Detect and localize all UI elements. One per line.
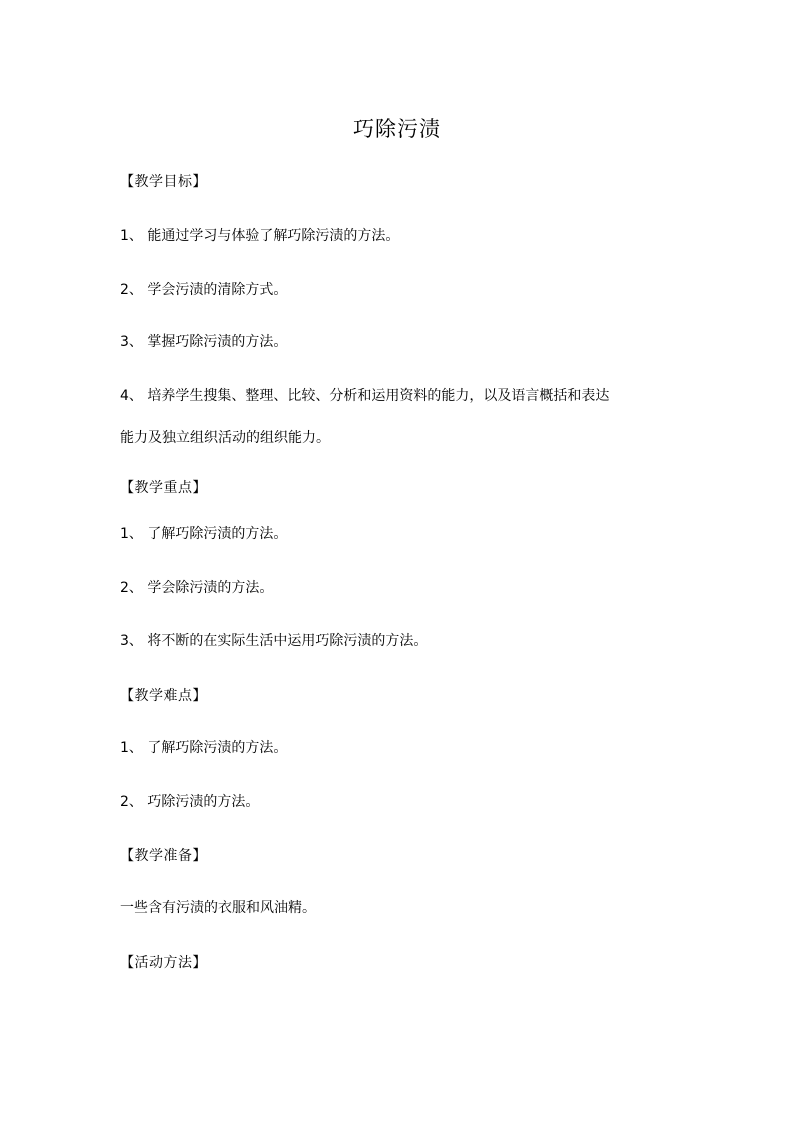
section-heading-objectives: 【教学目标】 <box>120 174 207 190</box>
section-heading-activity-method: 【活动方法】 <box>120 955 207 971</box>
objective-item-4: 4、 培养学生搜集、整理、比较、分析和运用资料的能力，以及语言概括和表达 <box>120 388 610 404</box>
objective-item-3: 3、 掌握巧除污渍的方法。 <box>120 334 288 350</box>
key-point-item-1: 1、 了解巧除污渍的方法。 <box>120 526 288 542</box>
objective-item-2: 2、 学会污渍的清除方式。 <box>120 282 288 298</box>
section-heading-preparation: 【教学准备】 <box>120 848 207 864</box>
preparation-text: 一些含有污渍的衣服和风油精。 <box>120 900 316 916</box>
objective-item-1: 1、 能通过学习与体验了解巧除污渍的方法。 <box>120 228 400 244</box>
section-heading-key-points: 【教学重点】 <box>120 480 207 496</box>
key-point-item-2: 2、 学会除污渍的方法。 <box>120 580 274 596</box>
document-title: 巧除污渍 <box>353 117 441 141</box>
difficulty-item-1: 1、 了解巧除污渍的方法。 <box>120 740 288 756</box>
difficulty-item-2: 2、 巧除污渍的方法。 <box>120 794 260 810</box>
objective-item-4-continued: 能力及独立组织活动的组织能力。 <box>120 430 330 446</box>
key-point-item-3: 3、 将不断的在实际生活中运用巧除污渍的方法。 <box>120 633 428 649</box>
section-heading-difficulties: 【教学难点】 <box>120 688 207 704</box>
